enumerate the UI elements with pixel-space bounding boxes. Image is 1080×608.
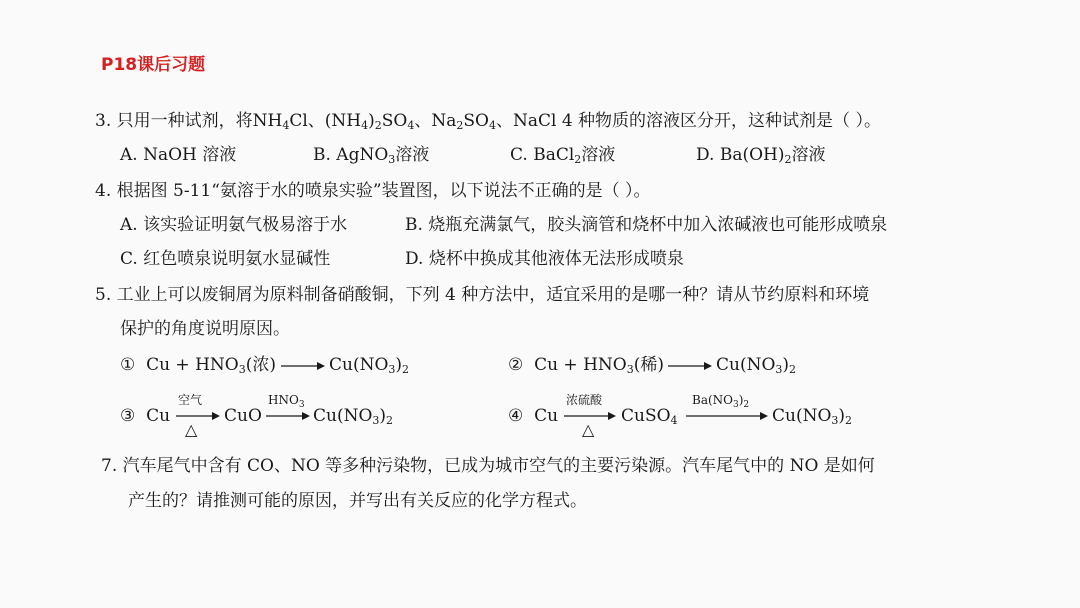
reaction-3-reagent-above: $HNO_3$ bbox=[268, 393, 305, 410]
question-3-stem: 3. 只用一种试剂，将$NH_4Cl$、$(NH_4)_2SO_4$、$Na_2SO_4$、NaCl 4 种物质的溶液区分开，这种试剂是（ ）。 bbox=[95, 111, 881, 132]
reaction-4-arrow-2 bbox=[684, 410, 770, 422]
reaction-1: ① $Cu + HNO_3$(浓) bbox=[120, 355, 276, 376]
reaction-3-intermediate: CuO bbox=[224, 406, 262, 426]
question-3-option-b: B. AgNO$_3$溶液 bbox=[313, 145, 430, 166]
reaction-3: ③ Cu bbox=[120, 406, 171, 426]
reaction-4-condition-above: 浓硫酸 bbox=[566, 393, 603, 407]
reaction-2-product: $Cu(NO_3)_2$ bbox=[716, 355, 797, 376]
reaction-4-intermediate: CuSO$_4$ bbox=[621, 406, 678, 427]
reaction-2: ② $Cu + HNO_3$(稀) bbox=[508, 355, 664, 376]
reaction-4: ④ Cu bbox=[508, 406, 559, 426]
question-4-option-c: C. 红色喷泉说明氨水显碱性 bbox=[120, 249, 331, 269]
reaction-1-arrow bbox=[279, 360, 327, 372]
question-3-option-d: D. $Ba(OH)_2$溶液 bbox=[696, 145, 826, 166]
reaction-1-product: $Cu(NO_3)_2$ bbox=[329, 355, 410, 376]
question-5-stem-line-1: 5. 工业上可以废铜屑为原料制备硝酸铜，下列 4 种方法中，适宜采用的是哪一种？请从节约原料和环境 bbox=[95, 285, 870, 305]
reaction-3-product: $Cu(NO_3)_2$ bbox=[313, 406, 394, 427]
page-title: P18课后习题 bbox=[101, 55, 206, 75]
question-7-stem-line-2: 产生的？请推测可能的原因，并写出有关反应的化学方程式。 bbox=[128, 491, 587, 511]
reaction-3-condition-above: 空气 bbox=[178, 393, 203, 407]
question-4-option-d: D. 烧杯中换成其他液体无法形成喷泉 bbox=[405, 249, 684, 269]
reaction-4-product: $Cu(NO_3)_2$ bbox=[772, 406, 853, 427]
reaction-2-arrow bbox=[666, 360, 714, 372]
question-7-stem-line-1: 7. 汽车尾气中含有 CO、NO 等多种污染物，已成为城市空气的主要污染源。汽车尾气中的 NO 是如何 bbox=[101, 456, 875, 476]
reaction-3-heat-symbol: △ bbox=[185, 420, 198, 439]
reaction-3-arrow-1 bbox=[174, 410, 222, 422]
reaction-4-heat-symbol: △ bbox=[582, 420, 595, 439]
question-4-option-b: B. 烧瓶充满氯气，胶头滴管和烧杯中加入浓碱液也可能形成喷泉 bbox=[405, 215, 888, 235]
question-4-option-a: A. 该实验证明氨气极易溶于水 bbox=[120, 215, 348, 235]
question-4-stem: 4. 根据图 5-11“氨溶于水的喷泉实验”装置图，以下说法不正确的是（ ）。 bbox=[95, 181, 651, 201]
question-5-stem-line-2: 保护的角度说明原因。 bbox=[120, 319, 290, 339]
question-3-option-a: A. NaOH 溶液 bbox=[120, 145, 237, 165]
question-3-option-c: C. BaCl$_2$溶液 bbox=[510, 145, 616, 166]
reaction-4-reagent-above: $Ba(NO_3)_2$ bbox=[692, 393, 750, 410]
reaction-3-arrow-2 bbox=[264, 410, 312, 422]
